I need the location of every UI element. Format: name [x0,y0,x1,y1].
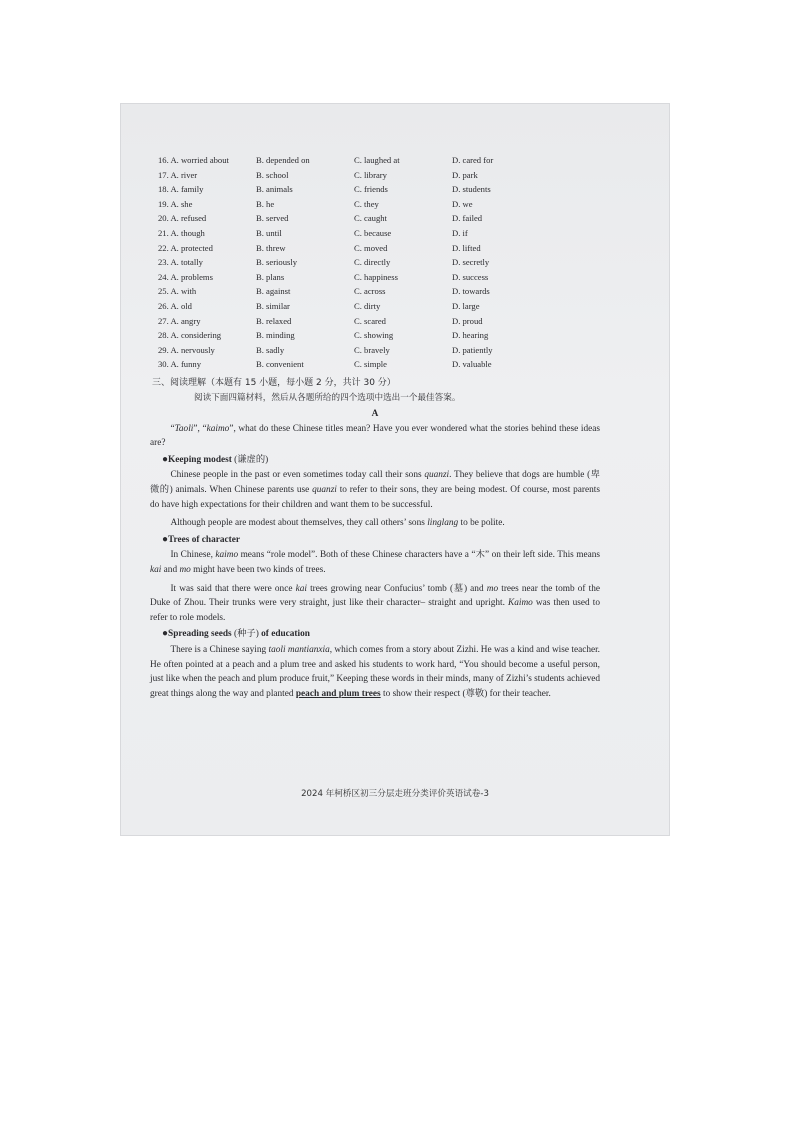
option-c: C. friends [354,184,388,195]
question-number: 29. [158,344,169,355]
option-a: 19. A. she [158,198,193,209]
subheading-trees-of-character: ●Trees of character [162,533,240,545]
option-b: B. depended on [256,155,310,165]
option-d: D. we [452,198,473,209]
option-c: C. caught [354,213,387,224]
option-b: B. against [256,286,291,297]
exam-sheet [150,153,600,701]
option-c: C. simple [354,359,387,370]
question-number: 25. [158,286,169,297]
option-a: 25. A. with [158,286,197,297]
option-c: C. scared [354,315,386,326]
option-c: C. because [354,227,392,238]
option-a: 20. A. refused [158,213,207,224]
option-b: B. seriously [256,257,298,268]
option-row [158,284,608,299]
option-d: D. patiently [452,344,493,355]
question-number: 22. [158,242,169,253]
option-b: B. relaxed [256,315,292,326]
question-number: 17. [158,169,169,180]
option-c: C. they [354,198,379,209]
option-row [158,211,608,226]
modest-paragraph-1: Chinese people in the past or even sometimes today call their sons quanzi. They believe that dogs are humble (卑微的) animals. When Chinese parents use quanzi to refer to their sons, they are being modest. Of course, most parents do have high expectations for their children and want them to be successful. [150,470,600,510]
question-number: 30. [158,359,169,370]
option-a: 21. A. though [158,227,205,238]
option-b: B. served [256,213,289,224]
seeds-paragraph-1: There is a Chinese saying taoli mantianxia, which comes from a story about Zizhi. He was a kind and wise teacher. He often pointed at a peach and a plum tree and asked his students to work hard, “You should become a useful person, just like when the peach and plum produce fruit,” Keeping these words in their minds, many of Zizhi’s students achieved great things along the way and planted peach and plum trees to show their respect (尊敬) for their teacher. [150,645,601,699]
option-d: D. failed [452,213,483,224]
option-a: 22. A. protected [158,242,213,253]
question-number: 16. [158,155,169,165]
option-b: B. animals [256,184,293,195]
option-d: D. hearing [452,330,489,341]
option-row [158,197,608,212]
option-d: D. secretly [452,257,490,268]
option-b: B. school [256,169,289,180]
option-d: D. towards [452,286,490,297]
option-c: C. across [354,286,386,297]
option-a: 16. A. worried about [158,155,229,165]
option-row [158,168,608,183]
option-c: C. bravely [354,344,390,355]
option-a: 27. A. angry [158,315,201,326]
option-b: B. convenient [256,359,304,370]
option-row [158,270,608,285]
option-row [158,182,608,197]
question-number: 24. [158,271,169,282]
question-number: 27. [158,315,169,326]
option-d: D. park [452,169,478,180]
subheading-keeping-modest: ●Keeping modest (谦虚的) [162,453,269,465]
question-number: 21. [158,227,169,238]
option-b: B. minding [256,330,295,341]
option-d: D. valuable [452,359,492,370]
option-b: B. until [256,227,282,238]
option-b: B. threw [256,242,286,253]
option-d: D. if [452,227,468,238]
option-row [158,357,608,372]
option-row [158,314,608,329]
option-d: D. students [452,184,491,195]
option-d: D. large [452,300,480,311]
option-a: 28. A. considering [158,330,222,341]
question-number: 19. [158,198,169,209]
option-c: C. happiness [354,271,398,282]
option-b: B. he [256,198,275,209]
photographed-page [120,103,670,836]
option-c: C. library [354,169,387,180]
option-a: 18. A. family [158,184,204,195]
question-number: 28. [158,330,169,341]
option-row [158,299,608,314]
section-heading: 三、阅读理解（本题有 15 小题，每小题 2 分，共计 30 分） [152,377,396,388]
option-a: 17. A. river [158,169,198,180]
option-c: C. laughed at [354,155,400,165]
question-number: 18. [158,184,169,195]
option-d: D. proud [452,315,483,326]
option-row [158,226,608,241]
option-d: D. cared for [452,155,494,165]
intro-paragraph: “Taoli”, “kaimo”, what do these Chinese titles mean? Have you ever wondered what the stories behind these ideas are? [150,423,601,449]
option-c: C. directly [354,257,391,268]
question-number: 26. [158,300,169,311]
option-a: 26. A. old [158,300,192,311]
trees-paragraph-2: It was said that there were once kai trees growing near Confucius’ tomb (墓) and mo trees near the tomb of the Duke of Zhou. Their trunks were very straight, just like their character– straight and upright. Kaimo was then used to refer to role models. [150,583,600,623]
option-d: D. success [452,271,489,282]
option-b: B. plans [256,271,285,282]
option-row [158,241,608,256]
option-c: C. dirty [354,300,381,311]
option-row [158,255,608,270]
option-a: 29. A. nervously [158,344,215,355]
option-c: C. moved [354,242,388,253]
cloze-options-table [158,153,608,372]
option-a: 24. A. problems [158,271,213,282]
option-row [158,343,608,358]
underlined-phrase: peach and plum trees [295,688,381,699]
modest-paragraph-2: Although people are modest about themselves, they call others’ sons linglang to be polite. [170,518,505,529]
page-footer: 2024 年柯桥区初三分层走班分类评价英语试卷-3 [301,789,489,799]
option-d: D. lifted [452,242,481,253]
option-c: C. showing [354,330,394,341]
option-a: 30. A. funny [158,359,201,370]
subheading-spreading-seeds: ●Spreading seeds (种子) of education [162,628,310,640]
option-b: B. similar [256,300,290,311]
question-number: 20. [158,213,169,224]
option-a: 23. A. totally [158,257,203,268]
option-row [158,153,608,168]
trees-paragraph-1: In Chinese, kaimo means “role model”. Both of these Chinese characters have a “木” on their left side. This means kai and mo might have been two kinds of trees. [150,550,600,576]
question-number: 23. [158,257,169,268]
option-b: B. sadly [256,344,285,355]
section-instruction: 阅读下面四篇材料，然后从各题所给的四个选项中选出一个最佳答案。 [194,392,461,403]
option-row [158,328,608,343]
passage-letter: A [371,409,379,420]
